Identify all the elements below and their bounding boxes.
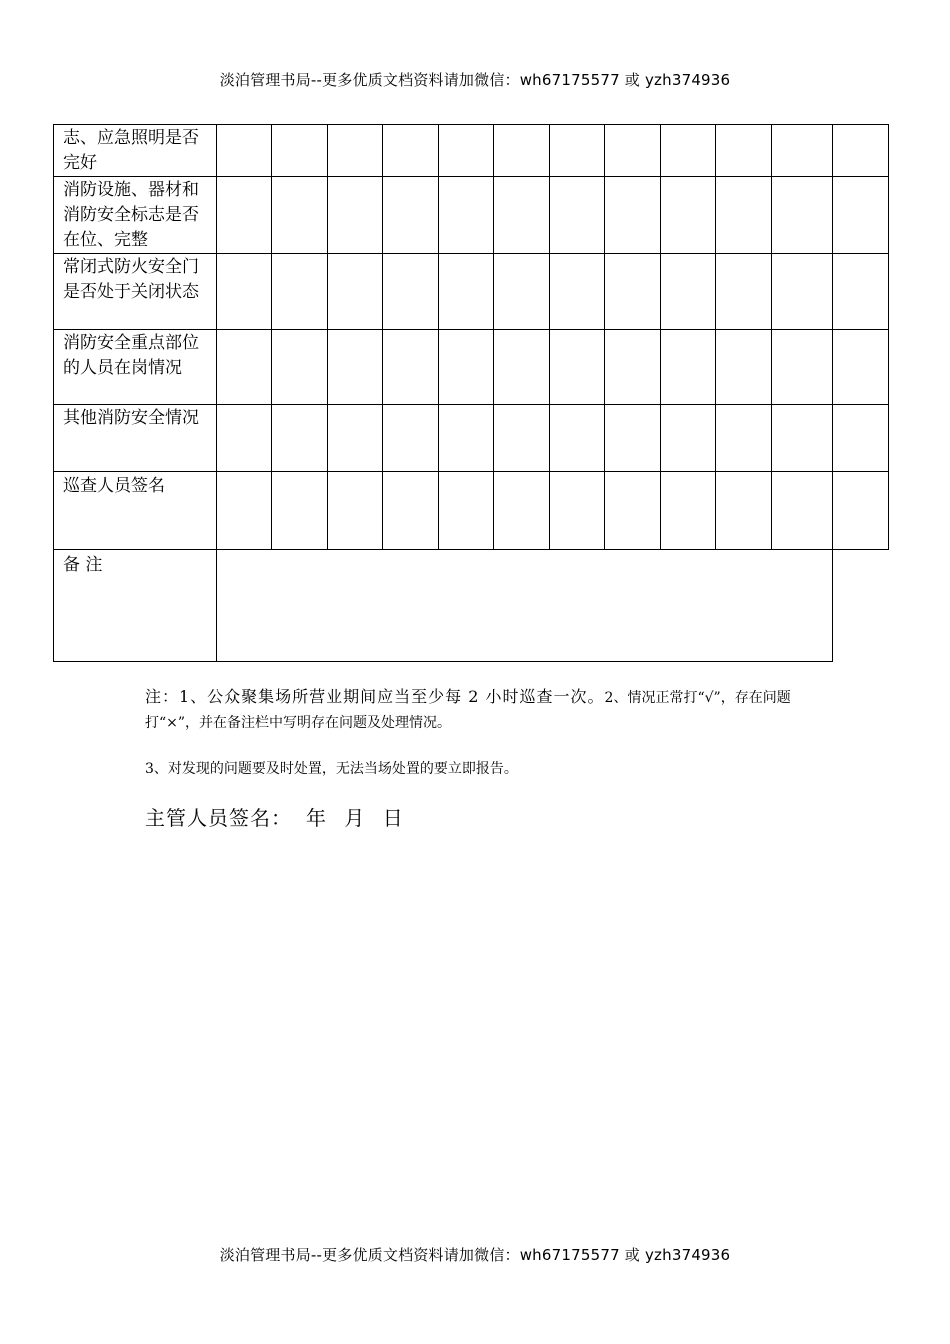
remarks-row xyxy=(54,550,889,662)
signature-label: 主管人员签名： xyxy=(145,806,292,830)
check-cell[interactable] xyxy=(328,177,383,254)
check-cell[interactable] xyxy=(328,330,383,405)
check-cell[interactable] xyxy=(661,254,716,330)
check-cell[interactable] xyxy=(272,405,328,472)
check-cell[interactable] xyxy=(217,125,272,177)
check-cell[interactable] xyxy=(383,330,439,405)
row-label: 巡查人员签名 xyxy=(54,472,217,550)
remarks-label: 备 注 xyxy=(54,550,217,662)
check-cell[interactable] xyxy=(772,125,833,177)
signature-date: 年 月 日 xyxy=(306,806,404,830)
check-cell[interactable] xyxy=(272,254,328,330)
signature-cell[interactable] xyxy=(217,472,272,550)
check-cell[interactable] xyxy=(833,125,889,177)
check-cell[interactable] xyxy=(661,125,716,177)
signature-cell[interactable] xyxy=(772,472,833,550)
check-cell[interactable] xyxy=(550,125,605,177)
table-row xyxy=(54,472,889,550)
table-row xyxy=(54,330,889,405)
signature-cell[interactable] xyxy=(716,472,772,550)
check-cell[interactable] xyxy=(494,405,550,472)
signature-cell[interactable] xyxy=(328,472,383,550)
check-cell[interactable] xyxy=(833,254,889,330)
check-cell[interactable] xyxy=(716,405,772,472)
row-label: 常闭式防火安全门是否处于关闭状态 xyxy=(54,254,217,330)
check-cell[interactable] xyxy=(833,177,889,254)
check-cell[interactable] xyxy=(605,177,661,254)
signature-cell[interactable] xyxy=(439,472,494,550)
note-1 xyxy=(145,685,825,735)
check-cell[interactable] xyxy=(550,405,605,472)
check-cell[interactable] xyxy=(439,125,494,177)
check-cell[interactable] xyxy=(494,254,550,330)
check-cell[interactable] xyxy=(439,405,494,472)
signature-cell[interactable] xyxy=(661,472,716,550)
page-footer: 淡泊管理书局--更多优质文档资料请加微信：wh67175577 或 yzh374936 xyxy=(219,1246,731,1264)
check-cell[interactable] xyxy=(605,254,661,330)
check-cell[interactable] xyxy=(272,125,328,177)
check-cell[interactable] xyxy=(328,405,383,472)
check-cell[interactable] xyxy=(328,125,383,177)
check-cell[interactable] xyxy=(383,405,439,472)
check-cell[interactable] xyxy=(383,254,439,330)
check-cell[interactable] xyxy=(661,330,716,405)
check-cell[interactable] xyxy=(605,330,661,405)
check-cell[interactable] xyxy=(772,177,833,254)
note-1-part-b: 2、情况正常打“√”，存在问题打“×”，并在备注栏中写明存在问题及处理情况。 xyxy=(145,690,791,731)
table-row xyxy=(54,254,889,330)
row-label: 消防设施、器材和消防安全标志是否在位、完整 xyxy=(54,177,217,254)
signature-cell[interactable] xyxy=(605,472,661,550)
signature-cell[interactable] xyxy=(833,472,889,550)
check-cell[interactable] xyxy=(605,405,661,472)
note-1-part-a: 注：1、公众聚集场所营业期间应当至少每 2 小时巡查一次。 xyxy=(145,687,605,706)
check-cell[interactable] xyxy=(494,330,550,405)
check-cell[interactable] xyxy=(217,254,272,330)
check-cell[interactable] xyxy=(439,254,494,330)
check-cell[interactable] xyxy=(383,177,439,254)
check-cell[interactable] xyxy=(383,125,439,177)
table-row xyxy=(54,405,889,472)
check-cell[interactable] xyxy=(833,330,889,405)
check-cell[interactable] xyxy=(772,405,833,472)
supervisor-signature-line xyxy=(145,802,404,831)
signature-cell[interactable] xyxy=(550,472,605,550)
check-cell[interactable] xyxy=(217,330,272,405)
table-row xyxy=(54,177,889,254)
check-cell[interactable] xyxy=(217,177,272,254)
check-cell[interactable] xyxy=(661,177,716,254)
fire-patrol-table xyxy=(53,124,889,662)
check-cell[interactable] xyxy=(716,254,772,330)
check-cell[interactable] xyxy=(661,405,716,472)
check-cell[interactable] xyxy=(272,330,328,405)
check-cell[interactable] xyxy=(716,330,772,405)
check-cell[interactable] xyxy=(716,177,772,254)
check-cell[interactable] xyxy=(605,125,661,177)
check-cell[interactable] xyxy=(217,405,272,472)
check-cell[interactable] xyxy=(550,177,605,254)
check-cell[interactable] xyxy=(716,125,772,177)
check-cell[interactable] xyxy=(772,330,833,405)
page-header: 淡泊管理书局--更多优质文档资料请加微信：wh67175577 或 yzh374936 xyxy=(219,71,731,89)
check-cell[interactable] xyxy=(439,177,494,254)
check-cell[interactable] xyxy=(550,254,605,330)
row-label: 其他消防安全情况 xyxy=(54,405,217,472)
check-cell[interactable] xyxy=(494,177,550,254)
check-cell[interactable] xyxy=(494,125,550,177)
signature-cell[interactable] xyxy=(494,472,550,550)
check-cell[interactable] xyxy=(772,254,833,330)
check-cell[interactable] xyxy=(328,254,383,330)
remarks-field[interactable] xyxy=(217,550,833,662)
check-cell[interactable] xyxy=(272,177,328,254)
signature-cell[interactable] xyxy=(383,472,439,550)
row-label: 志、应急照明是否完好 xyxy=(54,125,217,177)
check-cell[interactable] xyxy=(833,405,889,472)
table-row xyxy=(54,125,889,177)
row-label: 消防安全重点部位的人员在岗情况 xyxy=(54,330,217,405)
note-2: 3、对发现的问题要及时处置，无法当场处置的要立即报告。 xyxy=(145,761,518,777)
empty-cell xyxy=(833,550,889,662)
check-cell[interactable] xyxy=(550,330,605,405)
check-cell[interactable] xyxy=(439,330,494,405)
signature-cell[interactable] xyxy=(272,472,328,550)
